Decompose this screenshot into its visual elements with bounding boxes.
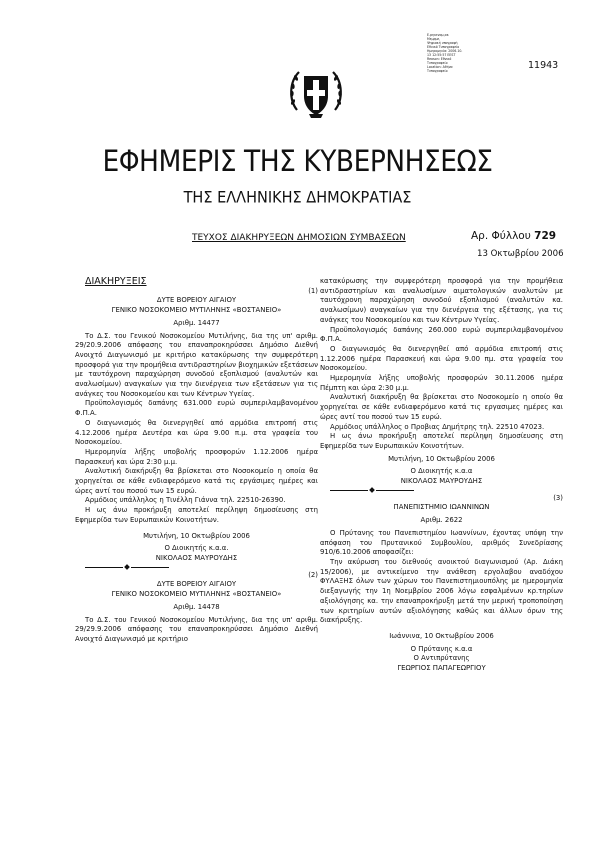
right-column: [320, 277, 563, 674]
section-divider: [320, 487, 563, 494]
notice-org-region: ΔΥΤΕ ΒΟΡΕΙΟΥ ΑΙΓΑΙΟΥ: [156, 580, 237, 589]
notice-paragraph: Αναλυτική διακήρυξη θα βρίσκεται στο Νοσοκομείο η οποίο θα χορηγείται σε κάθε ενδιαφερόμενο κατά τις εργασιμες ημέρες και ώρες αντί του ποσού των 15 ευρώ.: [320, 393, 563, 421]
notice-org-university: ΠΑΝΕΠΙΣΤΗΜΙΟ ΙΩΑΝΝΙΝΩΝ: [393, 503, 490, 512]
notice-number: (1): [308, 286, 318, 295]
notice-paragraph: Ο διαγωνισμός θα διενεργηθεί από αρμόδια επιτροπή στις 4.12.2006 ημέρα Δευτέρα και ώρα 9.00 π.μ. στα γραφεία του Νοσοκομείου.: [75, 418, 318, 447]
notice-paragraph: Ο Πρύτανης του Πανεπιστημίου Ιωαννίνων, έχοντας υπόψη την απόφαση του Πρυτανικού Συμβουλίου, αριθμός Συνεδρίασης 910/6.10.2006 αποφασίζει:: [320, 528, 563, 557]
notice-paragraph: Αναλυτική διακήρυξη θα βρίσκεται στο Νοσοκομείο η οποία θα χορηγείται σε κάθε ενδιαφερόμενο κατά τις εργάσιμες ημέρες και ώρες αντί του ποσού των 15 ευρώ.: [75, 467, 318, 495]
notice-place-date: Ιωάννινα, 10 Οκτωβρίου 2006: [389, 631, 494, 640]
sheet-label: Αρ. Φύλλου: [471, 230, 531, 242]
notice-ref: Αριθμ. 14478: [173, 602, 220, 611]
stamp-line: 13 12:55:57 EEST: [427, 53, 456, 57]
signer-name: ΝΙΚΟΛΑΟΣ ΜΑΥΡΟΥΔΗΣ: [155, 553, 238, 562]
stamp-line: Location: Αθήνα: [427, 65, 453, 69]
signer-title: Ο Πρύτανης κ.α.α: [410, 644, 473, 653]
stamp-line: Ε.ρηκεναμ,ακ: [427, 33, 449, 37]
coat-of-arms-emblem: [287, 62, 345, 122]
notice-paragraph: Η ως άνω προκήρυξη αποτελεί περίληψη δημοσίευσης στη Εφημερίδα των Ευρωπαικών Κοινοτήτων.: [320, 432, 563, 450]
stamp-line: Εθνικό Τυπογραφείο: [427, 45, 460, 49]
section-divider: [75, 564, 318, 571]
notice-ref: Αριθμ. 2622: [420, 516, 463, 525]
notice-paragraph: Ο διαγωνισμός θα διενεργηθεί από αρμόδια επιτροπή στις 1.12.2006 ημέρα Παρασκευή και ώρα 9.00 πμ. στα γραφεία του Νοσοκομείου.: [320, 344, 563, 373]
notice-paragraph: Το Δ.Σ. του Γενικού Νοσοκομείου Μυτιλήνης, δια της υπ' αριθμ. 29/29.9.2006 απόφασης του επαναπροκηρύσσει Δημόσιο Διεθνή Ανοιχτό Διαγωνισμό με κριτήριο: [75, 615, 318, 643]
notice-paragraph: Προϋπολογισμός δαπάνης 631.000 ευρώ συμπεριλαμβανομένου Φ.Π.Α.: [75, 399, 318, 418]
notice-org-hospital: ΓΕΝΙΚΟ ΝΟΣΟΚΟΜΕΙΟ ΜΥΤΙΛΗΝΗΣ «ΒΟΣΤΑΝΕΙΟ»: [111, 306, 282, 315]
sheet-number: 729: [534, 230, 557, 242]
notice-paragraph: Την ακύρωση του διεθνούς ανοικτού διαγωνισμού (Αρ. Διάκη 15/2006), με αντικείμενο την ανάθεση εργολαβου αναδόχου ΦΥΛΑΞΗΣ όλων των χώρων του Πανεπιστημιουπόλης με ημερομηνία διεξαγωγής την 1η Νοεμβρίου 2006 λόγω εσφαλμένων κρ.τηρίων αξιολόγησης κα. την επαναπροκήρυξη μετά την μερική τροποποίηση των κριτηρίων αυτών αξιολόγησης καθώς και άλλων όρων της διακήρυξης.: [320, 557, 563, 625]
notice-paragraph: Το Δ.Σ. του Γενικού Νοσοκομείου Μυτιλήνης, δια της υπ' αριθμ. 29/20.9.2006 απόφασης του επαναπροκηρύσσει Δημόσιο Διεθνή Ανοιχτό Διαγωνισμό με κριτήριο κατακύρωσης την συμφερότερη προσφορά για την προμήθεια αντιδραστηρίων βιοχημικών εξετάσεων με ταυτόχρονη παραχώρηση συνοδού εξοπλισμού (αναλυτών και αναλωσίμων) αναγκαίων για την διενέργεια των εξετάσεων για τις ανάγκες του Νοσοκομείου και των Κέντρων Υγείας.: [75, 331, 318, 398]
stamp-line: Ψηφιακή υπογραφή: [427, 41, 458, 45]
notice-paragraph: Αρμόδιος υπάλληλος ο Προβιας Δημήτρης τηλ. 22510 47023.: [330, 422, 545, 431]
signer-name: ΝΙΚΟΛΑΟΣ ΜΑΥΡΟΥΔΗΣ: [400, 477, 483, 486]
notice-paragraph: Η ως άνω προκήρυξη αποτελεί περίληψη δημοσίευσης στη Εφημερίδα των Ευρωπαικών Κοινοτήτων.: [75, 506, 318, 524]
notice-paragraph: Ημερομηνία λήξης υποβολής προσφορών 30.11.2006 ημέρα Πέμπτη και ώρα 2:30 μ.μ.: [320, 374, 563, 392]
notice-ref: Αριθμ. 14477: [173, 318, 220, 327]
gazette-subtitle: ΤΗΣ ΕΛΛΗΝΙΚΗΣ ΔΗΜΟΚΡΑΤΙΑΣ: [183, 189, 412, 207]
signer-name: ΓΕΩΡΓΙΟΣ ΠΑΠΑΓΕΩΡΓΙΟΥ: [397, 664, 486, 673]
stamp-line: Ημερομηνία: 2006.10.: [427, 49, 463, 53]
notice-number: (3): [553, 493, 563, 502]
notice-org-hospital: ΓΕΝΙΚΟ ΝΟΣΟΚΟΜΕΙΟ ΜΥΤΙΛΗΝΗΣ «ΒΟΣΤΑΝΕΙΟ»: [111, 590, 282, 599]
digital-signature-stamp: [427, 33, 479, 73]
sheet-number-label: [471, 230, 556, 242]
stamp-line: Reason: Εθνικό: [427, 57, 452, 61]
signer-title: Ο Διοικητής κ.α.α.: [164, 544, 229, 553]
issue-date: 13 Οκτωβρίου 2006: [477, 249, 564, 259]
stamp-line: Τυπογραφείο: [427, 69, 448, 73]
signer-subtitle: Ο Αντιπρύτανης: [413, 654, 470, 663]
section-heading: ΔΙΑΚΗΡΥΞΕΙΣ: [85, 276, 147, 287]
notice-number: (2): [308, 570, 318, 579]
left-column: [75, 277, 318, 645]
notice-paragraph: Προϋπολογισμός δαπάνης 260.000 ευρώ συμπεριλαμβανομένου Φ.Π.Α.: [320, 325, 563, 344]
notice-paragraph: Αρμόδιος υπάλληλος η Τινέλλη Γιάννα τηλ. 22510-26390.: [85, 496, 286, 505]
stamp-line: Μεμρμε,: [427, 37, 441, 41]
notice-org-region: ΔΥΤΕ ΒΟΡΕΙΟΥ ΑΙΓΑΙΟΥ: [156, 296, 237, 305]
notice-place-date: Μυτιλήνη, 10 Οκτωβρίου 2006: [143, 531, 250, 540]
issue-label: ΤΕΥΧΟΣ ΔΙΑΚΗΡΥΞΕΩΝ ΔΗΜΟΣΙΩΝ ΣΥΜΒΑΣΕΩΝ: [192, 233, 406, 243]
stamp-line: Τυπογραφείο: [427, 61, 448, 65]
page-number: 11943: [528, 60, 559, 71]
notice-place-date: Μυτιλήνη, 10 Οκτωβρίου 2006: [388, 454, 495, 463]
signer-title: Ο Διοικητής κ.α.α: [410, 467, 473, 476]
notice-paragraph: Ημερομηνία λήξης υποβολής προσφορών 1.12.2006 ημέρα Παρασκευή και ώρα 2:30 μ.μ.: [75, 447, 318, 466]
notice-paragraph: κατακύρωσης την συμφερότερη προσφορά για την προμήθεια αντιδραστηρίων και αναλωσίμων αιματολογικών αναλυτών με ταυτόχρονη παραχώρηση συνοδού εξοπλισμού (αναλυτών κα. αναλωσίμων) αναγκαίων για την διενέργεια της εξέτασης, για τις ανάγκες του Νοσοκομείου και των Κέντρων Υγείας.: [320, 277, 563, 324]
gazette-title: ΕΦΗΜΕΡΙΣ ΤΗΣ ΚΥΒΕΡΝΗΣΕΩΣ: [102, 144, 493, 179]
